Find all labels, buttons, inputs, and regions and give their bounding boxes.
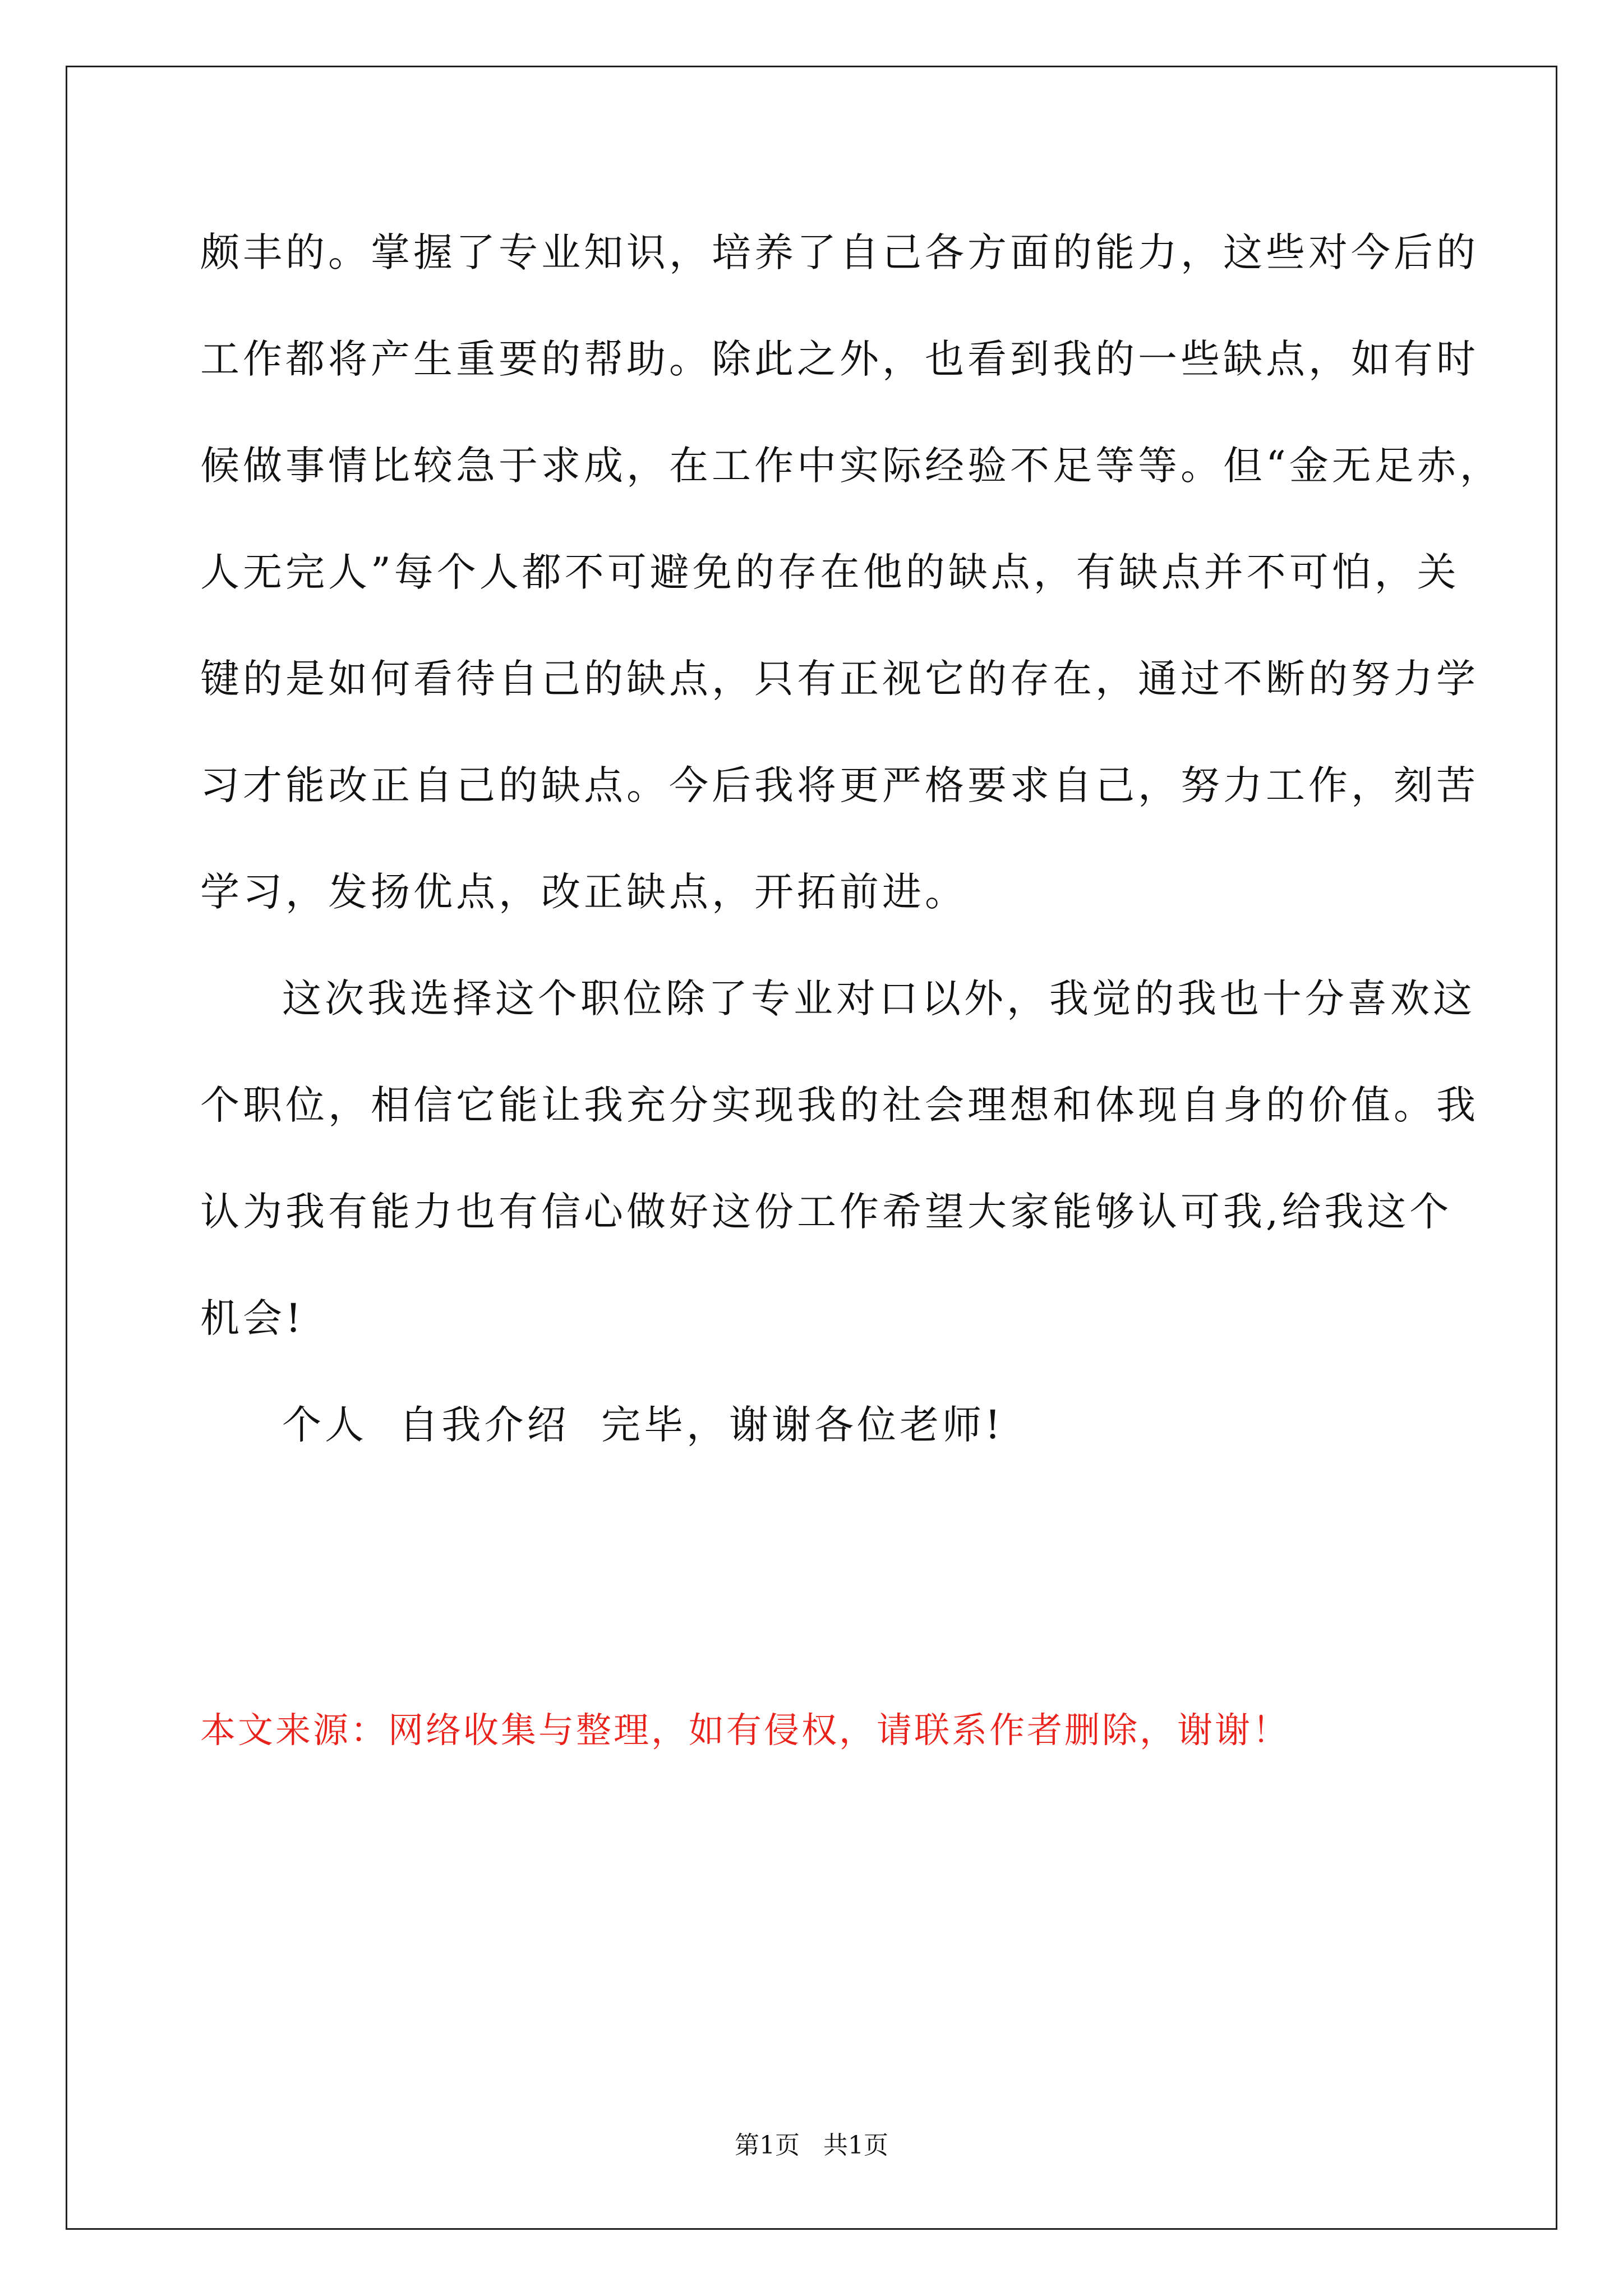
source-note: 本文来源：网络收集与整理，如有侵权，请联系作者删除，谢谢！ (200, 1710, 1290, 1751)
paragraph-line: 这次我选择这个职位除了专业对口以外，我觉的我也十分喜欢这 (282, 976, 1476, 1022)
paragraph-line: 工作都将产生重要的帮助。除此之外，也看到我的一些缺点，如有时 (200, 336, 1479, 382)
paragraph-line: 人无完人”每个人都不可避免的存在他的缺点，有缺点并不可怕，关 (200, 549, 1460, 595)
paragraph-line: 学习，发扬优点，改正缺点，开拓前进。 (200, 869, 967, 915)
page-footer: 第1页 共1页 (735, 2131, 888, 2160)
paragraph-2 (200, 945, 1479, 1372)
paragraph-line: 候做事情比较急于求成，在工作中实际经验不足等等。但“金无足赤， (200, 443, 1502, 489)
paragraph-line: 认为我有能力也有信心做好这份工作希望大家能够认可我,给我这个 (200, 1189, 1453, 1235)
paragraph-line: 个职位，相信它能让我充分实现我的社会理想和体现自身的价值。我 (200, 1082, 1479, 1128)
paragraph-1 (200, 199, 1502, 945)
paragraph-line: 个人 自我介绍 完毕，谢谢各位老师! (282, 1402, 1004, 1448)
paragraph-line: 习才能改正自己的缺点。今后我将更严格要求自己，努力工作，刻苦 (200, 762, 1479, 808)
paragraph-line: 键的是如何看待自己的缺点，只有正视它的存在，通过不断的努力学 (200, 656, 1479, 702)
paragraph-line: 机会! (200, 1295, 305, 1341)
paragraph-3 (200, 1372, 1434, 1478)
paragraph-line: 颇丰的。掌握了专业知识，培养了自己各方面的能力，这些对今后的 (200, 229, 1479, 275)
